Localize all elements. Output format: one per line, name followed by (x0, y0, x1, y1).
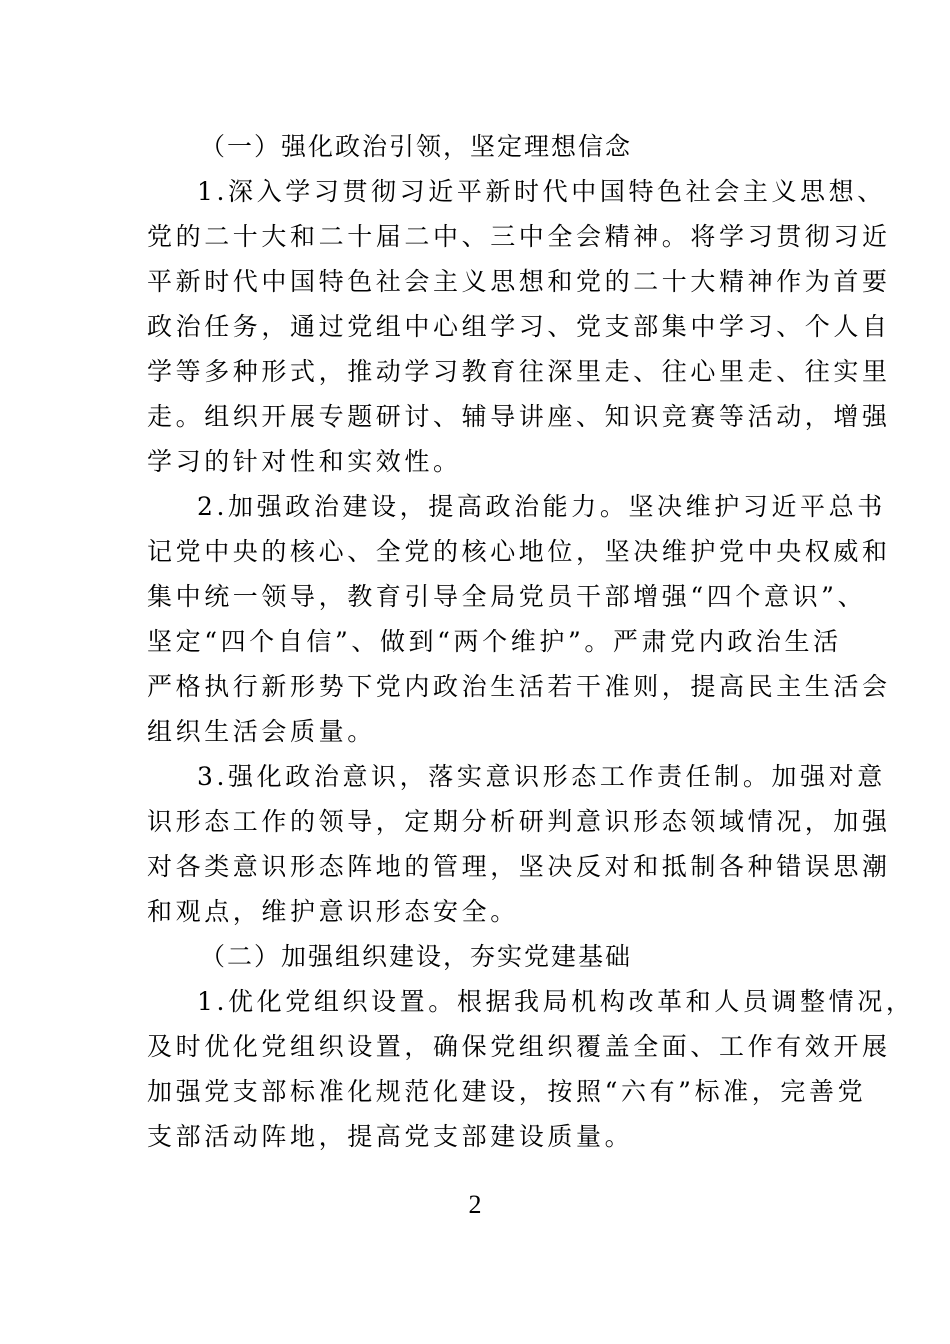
paragraph-line: 学等多种形式，推动学习教育往深里走、往心里走、往实里 (147, 357, 891, 386)
paragraph-line: 走。组织开展专题研讨、辅导讲座、知识竞赛等活动，增强 (147, 402, 891, 431)
paragraph-line: 坚定“四个自信”、做到“两个维护”。严肃党内政治生活 (147, 627, 842, 656)
paragraph-line: 1.深入学习贯彻习近平新时代中国特色社会主义思想、 (197, 177, 886, 206)
paragraph-line: 政治任务，通过党组中心组学习、党支部集中学习、个人自 (147, 312, 891, 341)
paragraph-line: 学习的针对性和实效性。 (147, 447, 462, 476)
paragraph-line: 加强党支部标准化规范化建设，按照“六有”标准，完善党 (147, 1077, 867, 1106)
paragraph-line: 支部活动阵地，提高党支部建设质量。 (147, 1122, 634, 1151)
paragraph-line: 3.强化政治意识，落实意识形态工作责任制。加强对意 (197, 762, 886, 791)
paragraph-line: 1.优化党组织设置。根据我局机构改革和人员调整情况， (197, 987, 915, 1016)
paragraph-line: 及时优化党组织设置，确保党组织覆盖全面、工作有效开展 (147, 1032, 891, 1061)
paragraph-line: 集中统一领导，教育引导全局党员干部增强“四个意识”、 (147, 582, 867, 611)
paragraph-line: 严格执行新形势下党内政治生活若干准则，提高民主生活会 (147, 672, 891, 701)
paragraph-line: 记党中央的核心、全党的核心地位，坚决维护党中央权威和 (147, 537, 891, 566)
paragraph-line: 党的二十大和二十届二中、三中全会精神。将学习贯彻习近 (147, 222, 891, 251)
paragraph-line: 平新时代中国特色社会主义思想和党的二十大精神作为首要 (147, 267, 891, 296)
paragraph-line: 组织生活会质量。 (147, 717, 376, 746)
section-heading-2: （二）加强组织建设，夯实党建基础 (200, 942, 633, 971)
paragraph-line: 识形态工作的领导，定期分析研判意识形态领域情况，加强 (147, 807, 891, 836)
paragraph-line: 对各类意识形态阵地的管理，坚决反对和抵制各种错误思潮 (147, 852, 891, 881)
section-heading-1: （一）强化政治引领，坚定理想信念 (200, 132, 633, 161)
paragraph-line: 2.加强政治建设，提高政治能力。坚决维护习近平总书 (197, 492, 886, 521)
page-number: 2 (468, 1190, 482, 1219)
paragraph-line: 和观点，维护意识形态安全。 (147, 897, 519, 926)
